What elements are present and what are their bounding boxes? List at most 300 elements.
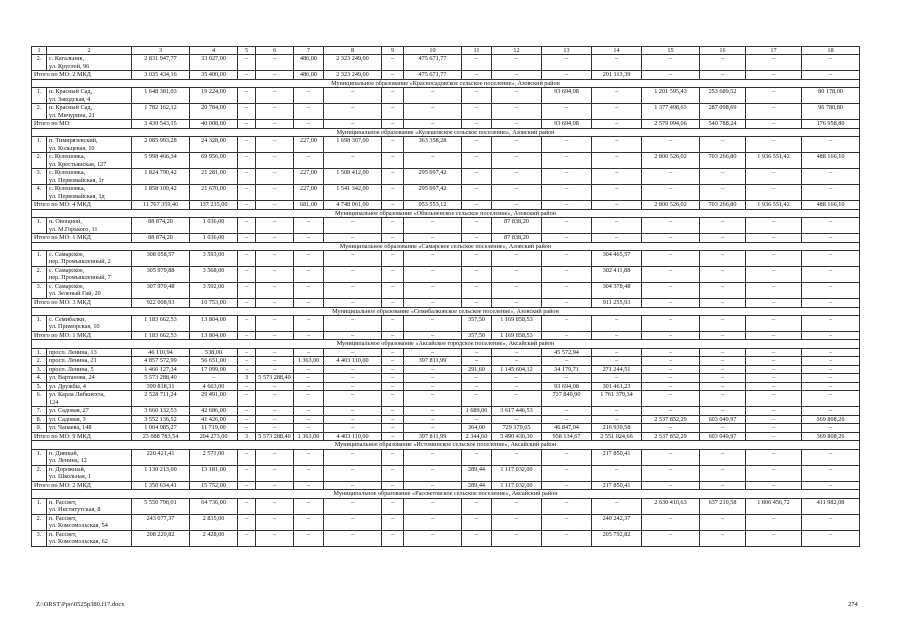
value-cell: –	[802, 348, 860, 357]
value-cell: –	[256, 514, 294, 530]
total-label: Итого по МО: 1 МКД	[32, 234, 132, 243]
value-cell: –	[542, 104, 592, 120]
value-cell: –	[492, 251, 542, 267]
value-cell: –	[592, 374, 642, 383]
column-number-cell: 11	[462, 47, 492, 55]
value-cell: –	[382, 185, 404, 201]
value-cell: –	[324, 530, 382, 546]
value-cell: –	[238, 104, 256, 120]
total-value: –	[404, 234, 462, 243]
value-cell: –	[802, 465, 860, 481]
table-row	[32, 530, 860, 546]
section-heading-row	[32, 340, 860, 348]
section-heading: Муниципальное образование «Семибалковское сельское поселение», Азовский район	[32, 307, 860, 315]
value-cell: 737 840,90	[542, 391, 592, 407]
value-cell: 1 761 379,34	[592, 391, 642, 407]
value-cell: –	[404, 153, 462, 169]
total-value: –	[324, 481, 382, 490]
total-value: 603 049,97	[700, 432, 746, 441]
table-row	[32, 88, 860, 104]
value-cell: –	[324, 88, 382, 104]
row-number: 3.	[32, 283, 47, 299]
value-cell: 1 858 109,42	[132, 185, 190, 201]
total-value: –	[294, 481, 324, 490]
value-cell: –	[592, 498, 642, 514]
total-value: –	[592, 201, 642, 210]
value-cell: –	[238, 391, 256, 407]
value-cell: –	[802, 283, 860, 299]
value-cell: 1 824 790,42	[132, 169, 190, 185]
total-value: –	[700, 481, 746, 490]
value-cell: –	[700, 374, 746, 383]
address-cell: п. Рассвет, ул. Комсомольская, 62	[47, 530, 132, 546]
column-number-cell: 7	[294, 47, 324, 55]
address-cell: с. Самарское, пер. Промышленный, 7	[47, 267, 132, 283]
row-number: 1.	[32, 449, 47, 465]
total-value: 23 088 783,54	[132, 432, 190, 441]
value-cell: –	[642, 267, 700, 283]
total-value: –	[294, 234, 324, 243]
row-number: 6.	[32, 391, 47, 407]
value-cell: –	[256, 530, 294, 546]
value-cell: –	[238, 498, 256, 514]
row-number: 2.	[32, 55, 47, 71]
value-cell: –	[382, 498, 404, 514]
total-value: –	[592, 331, 642, 340]
value-cell: 369 808,26	[802, 415, 860, 424]
value-cell: –	[746, 407, 802, 416]
total-value: 475 671,77	[404, 71, 462, 80]
total-value: –	[256, 120, 294, 129]
value-cell: –	[294, 382, 324, 391]
value-cell: 2 537 852,29	[642, 415, 700, 424]
value-cell: –	[256, 424, 294, 433]
total-row	[32, 201, 860, 210]
row-number: 3.	[32, 169, 47, 185]
total-value: 40 008,00	[190, 120, 238, 129]
value-cell: –	[542, 169, 592, 185]
row-number: 1.	[32, 498, 47, 514]
section-heading: Муниципальное образование «Аксайское городское поселение», Аксайский район	[32, 340, 860, 348]
value-cell: –	[592, 185, 642, 201]
value-cell: 19 224,00	[190, 88, 238, 104]
total-value: –	[642, 234, 700, 243]
total-row	[32, 331, 860, 340]
value-cell: –	[642, 218, 700, 234]
section-heading-row	[32, 307, 860, 315]
total-value: –	[404, 331, 462, 340]
value-cell: –	[294, 88, 324, 104]
value-cell: –	[382, 424, 404, 433]
column-number-cell: 15	[642, 47, 700, 55]
value-cell: 1 183 662,53	[132, 315, 190, 331]
total-value: 1 117 032,00	[492, 481, 542, 490]
value-cell: –	[294, 365, 324, 374]
row-number: 5.	[32, 382, 47, 391]
value-cell: –	[294, 251, 324, 267]
value-cell: –	[700, 218, 746, 234]
value-cell: –	[404, 514, 462, 530]
value-cell: –	[642, 251, 700, 267]
column-number-cell: 3	[132, 47, 190, 55]
value-cell: –	[256, 267, 294, 283]
value-cell: 1 145 604,12	[492, 365, 542, 374]
value-cell: –	[802, 185, 860, 201]
value-cell: –	[256, 498, 294, 514]
value-cell: –	[324, 449, 382, 465]
value-cell: –	[802, 267, 860, 283]
value-cell: –	[462, 104, 492, 120]
capital-repair-table	[31, 46, 860, 547]
value-cell: –	[294, 449, 324, 465]
row-number: 2.	[32, 104, 47, 120]
row-number: 3.	[32, 365, 47, 374]
total-value: –	[404, 481, 462, 490]
total-value: 88 874,20	[132, 234, 190, 243]
value-cell: –	[802, 391, 860, 407]
value-cell: –	[802, 137, 860, 153]
value-cell: 1 936 551,42	[746, 153, 802, 169]
column-number-cell: 16	[700, 47, 746, 55]
value-cell: –	[492, 104, 542, 120]
total-value: –	[324, 234, 382, 243]
value-cell: –	[404, 407, 462, 416]
total-value: –	[802, 299, 860, 308]
value-cell: –	[238, 407, 256, 416]
value-cell: –	[542, 153, 592, 169]
value-cell: –	[592, 88, 642, 104]
table-row	[32, 137, 860, 153]
value-cell: 1 117 032,00	[492, 465, 542, 481]
value-cell: 5 573 288,40	[256, 374, 294, 383]
value-cell: 2 800 526,02	[642, 153, 700, 169]
value-cell: –	[542, 267, 592, 283]
value-cell: –	[238, 530, 256, 546]
value-cell: 305 979,88	[132, 267, 190, 283]
value-cell: –	[542, 283, 592, 299]
document-path: Z:\ORST\Ppo\0525p380.f17.docx	[36, 601, 125, 608]
value-cell: –	[382, 251, 404, 267]
value-cell: –	[802, 169, 860, 185]
value-cell: 295 097,42	[404, 169, 462, 185]
value-cell: 2 428,00	[190, 530, 238, 546]
value-cell: 637 210,58	[700, 498, 746, 514]
row-number: 8.	[32, 415, 47, 424]
value-cell: –	[462, 137, 492, 153]
value-cell: –	[462, 185, 492, 201]
value-cell: –	[294, 267, 324, 283]
value-cell: –	[700, 357, 746, 366]
address-cell: ул. Дружбы, 4	[47, 382, 132, 391]
value-cell: –	[746, 104, 802, 120]
value-cell: –	[642, 357, 700, 366]
value-cell: –	[492, 449, 542, 465]
value-cell: –	[592, 348, 642, 357]
value-cell: 3 617 446,53	[492, 407, 542, 416]
value-cell: –	[492, 530, 542, 546]
value-cell: –	[324, 153, 382, 169]
value-cell: 3 552 136,52	[132, 415, 190, 424]
value-cell: –	[382, 415, 404, 424]
value-cell: –	[700, 185, 746, 201]
value-cell: 3	[238, 374, 256, 383]
value-cell: –	[492, 374, 542, 383]
value-cell: –	[404, 498, 462, 514]
total-value: –	[238, 331, 256, 340]
value-cell: –	[462, 153, 492, 169]
value-cell: 703 266,80	[700, 153, 746, 169]
section-heading-row	[32, 79, 860, 87]
value-cell: –	[382, 382, 404, 391]
total-value: –	[802, 71, 860, 80]
value-cell: –	[294, 514, 324, 530]
value-cell: 295 097,42	[404, 185, 462, 201]
value-cell: –	[382, 357, 404, 366]
value-cell: –	[746, 424, 802, 433]
address-cell: п. Красный Сад, ул. Заводская, 4	[47, 88, 132, 104]
value-cell: 243 077,37	[132, 514, 190, 530]
address-cell: ул. Садовая, 3	[47, 415, 132, 424]
value-cell: –	[746, 267, 802, 283]
total-value: 1 169 858,53	[492, 331, 542, 340]
value-cell: –	[324, 424, 382, 433]
value-cell: –	[492, 88, 542, 104]
value-cell: –	[324, 382, 382, 391]
value-cell: –	[256, 365, 294, 374]
row-number: 7.	[32, 407, 47, 416]
total-value: –	[746, 432, 802, 441]
value-cell: –	[256, 55, 294, 71]
total-label: Итого по МО: 2 МКД	[32, 481, 132, 490]
total-value: 204 273,00	[190, 432, 238, 441]
row-number: 2.	[32, 267, 47, 283]
table-row	[32, 169, 860, 185]
column-number-cell: 8	[324, 47, 382, 55]
total-value: –	[382, 481, 404, 490]
total-value: –	[256, 234, 294, 243]
value-cell: –	[642, 283, 700, 299]
total-value: –	[700, 331, 746, 340]
value-cell: –	[642, 169, 700, 185]
value-cell: 2 323 249,00	[324, 55, 382, 71]
value-cell: –	[592, 153, 642, 169]
total-value: 93 694,08	[542, 120, 592, 129]
total-value: –	[700, 234, 746, 243]
value-cell: –	[382, 374, 404, 383]
total-value: –	[324, 299, 382, 308]
value-cell: –	[492, 137, 542, 153]
total-label: Итого по МО: 3 МКД	[32, 299, 132, 308]
value-cell: –	[492, 391, 542, 407]
value-cell: –	[462, 415, 492, 424]
value-cell: 46 110,94	[132, 348, 190, 357]
value-cell: 411 982,08	[802, 498, 860, 514]
total-row	[32, 71, 860, 80]
value-cell: 56 651,00	[190, 357, 238, 366]
total-value: –	[746, 120, 802, 129]
value-cell: 227,00	[294, 137, 324, 153]
value-cell: 1 698 307,00	[324, 137, 382, 153]
value-cell: –	[256, 391, 294, 407]
value-cell: –	[700, 283, 746, 299]
value-cell: –	[642, 382, 700, 391]
total-value: –	[542, 201, 592, 210]
value-cell: –	[542, 498, 592, 514]
value-cell: 301 461,23	[592, 382, 642, 391]
value-cell: 1 004 985,27	[132, 424, 190, 433]
total-value: –	[492, 201, 542, 210]
total-value: 703 266,80	[700, 201, 746, 210]
total-value: –	[382, 71, 404, 80]
value-cell: –	[382, 514, 404, 530]
address-cell: с. Самарское, ул. Зеленый Гай, 20	[47, 283, 132, 299]
value-cell: 33 027,00	[190, 55, 238, 71]
section-heading: Муниципальное образование «Истоминское сельское поселение», Аксайский район	[32, 441, 860, 449]
value-cell: –	[324, 391, 382, 407]
address-cell: с. Семибалки, ул. Приморская, 10	[47, 315, 132, 331]
value-cell: 3 593,00	[190, 251, 238, 267]
value-cell: 3 568,00	[190, 267, 238, 283]
column-number-cell: 14	[592, 47, 642, 55]
value-cell: –	[404, 251, 462, 267]
value-cell: –	[256, 348, 294, 357]
value-cell: –	[324, 407, 382, 416]
value-cell: –	[642, 185, 700, 201]
value-cell: –	[382, 391, 404, 407]
value-cell: –	[746, 374, 802, 383]
value-cell: 1 201 595,43	[642, 88, 700, 104]
total-value: –	[462, 201, 492, 210]
value-cell: 13 804,00	[190, 315, 238, 331]
value-cell: –	[190, 374, 238, 383]
value-cell: 307 970,48	[132, 283, 190, 299]
section-heading: Муниципальное образование «Красносадовское сельское поселение», Азовский район	[32, 79, 860, 87]
address-cell: п. Дорожный, ул. Школьная, 1	[47, 465, 132, 481]
value-cell: –	[746, 530, 802, 546]
column-number-cell: 1	[32, 47, 47, 55]
address-cell: с. Кулешовка, ул. Первомайская, 1г	[47, 169, 132, 185]
total-value: –	[592, 120, 642, 129]
row-number: 1.	[32, 251, 47, 267]
value-cell: –	[642, 530, 700, 546]
value-cell: –	[238, 283, 256, 299]
total-value: –	[802, 234, 860, 243]
section-heading-row	[32, 441, 860, 449]
total-value: 4 748 061,00	[324, 201, 382, 210]
total-value: –	[238, 299, 256, 308]
value-cell: –	[542, 415, 592, 424]
value-cell: –	[462, 382, 492, 391]
value-cell: –	[382, 104, 404, 120]
total-value: 15 752,00	[190, 481, 238, 490]
value-cell: –	[492, 55, 542, 71]
value-cell: –	[238, 315, 256, 331]
total-value: –	[642, 331, 700, 340]
value-cell: –	[542, 137, 592, 153]
value-cell: –	[324, 374, 382, 383]
value-cell: –	[294, 348, 324, 357]
total-value: –	[746, 481, 802, 490]
value-cell: –	[802, 374, 860, 383]
table-row	[32, 251, 860, 267]
total-value: –	[382, 331, 404, 340]
total-value: –	[642, 481, 700, 490]
value-cell: –	[542, 514, 592, 530]
value-cell: –	[802, 382, 860, 391]
value-cell: –	[238, 267, 256, 283]
value-cell: –	[294, 283, 324, 299]
section-heading-row	[32, 490, 860, 498]
value-cell: –	[462, 283, 492, 299]
total-value: –	[256, 331, 294, 340]
value-cell: –	[256, 137, 294, 153]
total-value: 540 788,24	[700, 120, 746, 129]
value-cell: 20 784,00	[190, 104, 238, 120]
total-value: –	[542, 71, 592, 80]
table-row	[32, 348, 860, 357]
value-cell: 80 178,00	[802, 88, 860, 104]
section-heading: Муниципальное образование «Самарское сельское поселение», Азовский район	[32, 242, 860, 250]
value-cell: 69 956,00	[190, 153, 238, 169]
total-value: 1 183 662,53	[132, 331, 190, 340]
value-cell: –	[256, 104, 294, 120]
address-cell: ул. Садовая, 27	[47, 407, 132, 416]
value-cell: –	[238, 357, 256, 366]
value-cell: 302 411,88	[592, 267, 642, 283]
total-value: 486,00	[294, 71, 324, 80]
value-cell: 2 528 711,24	[132, 391, 190, 407]
total-value: 3	[238, 432, 256, 441]
total-value: –	[462, 71, 492, 80]
value-cell: –	[492, 348, 542, 357]
total-value: 137 235,00	[190, 201, 238, 210]
total-value: 3 430 543,15	[132, 120, 190, 129]
value-cell: –	[492, 169, 542, 185]
value-cell: –	[700, 407, 746, 416]
address-cell: просп. Ленина, 5	[47, 365, 132, 374]
total-value: –	[256, 299, 294, 308]
value-cell: 227,00	[294, 185, 324, 201]
value-cell: –	[462, 530, 492, 546]
value-cell: –	[542, 530, 592, 546]
section-heading: Муниципальное образование «Обильненское сельское поселение», Азовский район	[32, 209, 860, 217]
value-cell: –	[294, 218, 324, 234]
total-value: –	[382, 432, 404, 441]
value-cell: –	[642, 449, 700, 465]
total-label: Итого по МО: 1 МКД	[32, 331, 132, 340]
value-cell: –	[746, 357, 802, 366]
total-value: –	[404, 299, 462, 308]
value-cell: 4 663,00	[190, 382, 238, 391]
value-cell: –	[592, 55, 642, 71]
value-cell: –	[238, 424, 256, 433]
value-cell: 21 670,00	[190, 185, 238, 201]
value-cell: –	[404, 348, 462, 357]
value-cell: –	[462, 449, 492, 465]
value-cell: –	[324, 348, 382, 357]
total-value: –	[324, 120, 382, 129]
address-cell: просп. Ленина, 13	[47, 348, 132, 357]
value-cell: –	[462, 55, 492, 71]
value-cell: 5 550 796,01	[132, 498, 190, 514]
section-heading-row	[32, 128, 860, 136]
table-row	[32, 465, 860, 481]
value-cell: –	[256, 315, 294, 331]
total-value: –	[642, 299, 700, 308]
value-cell: 1 541 342,00	[324, 185, 382, 201]
total-value: 1 350 634,41	[132, 481, 190, 490]
value-cell: –	[542, 185, 592, 201]
